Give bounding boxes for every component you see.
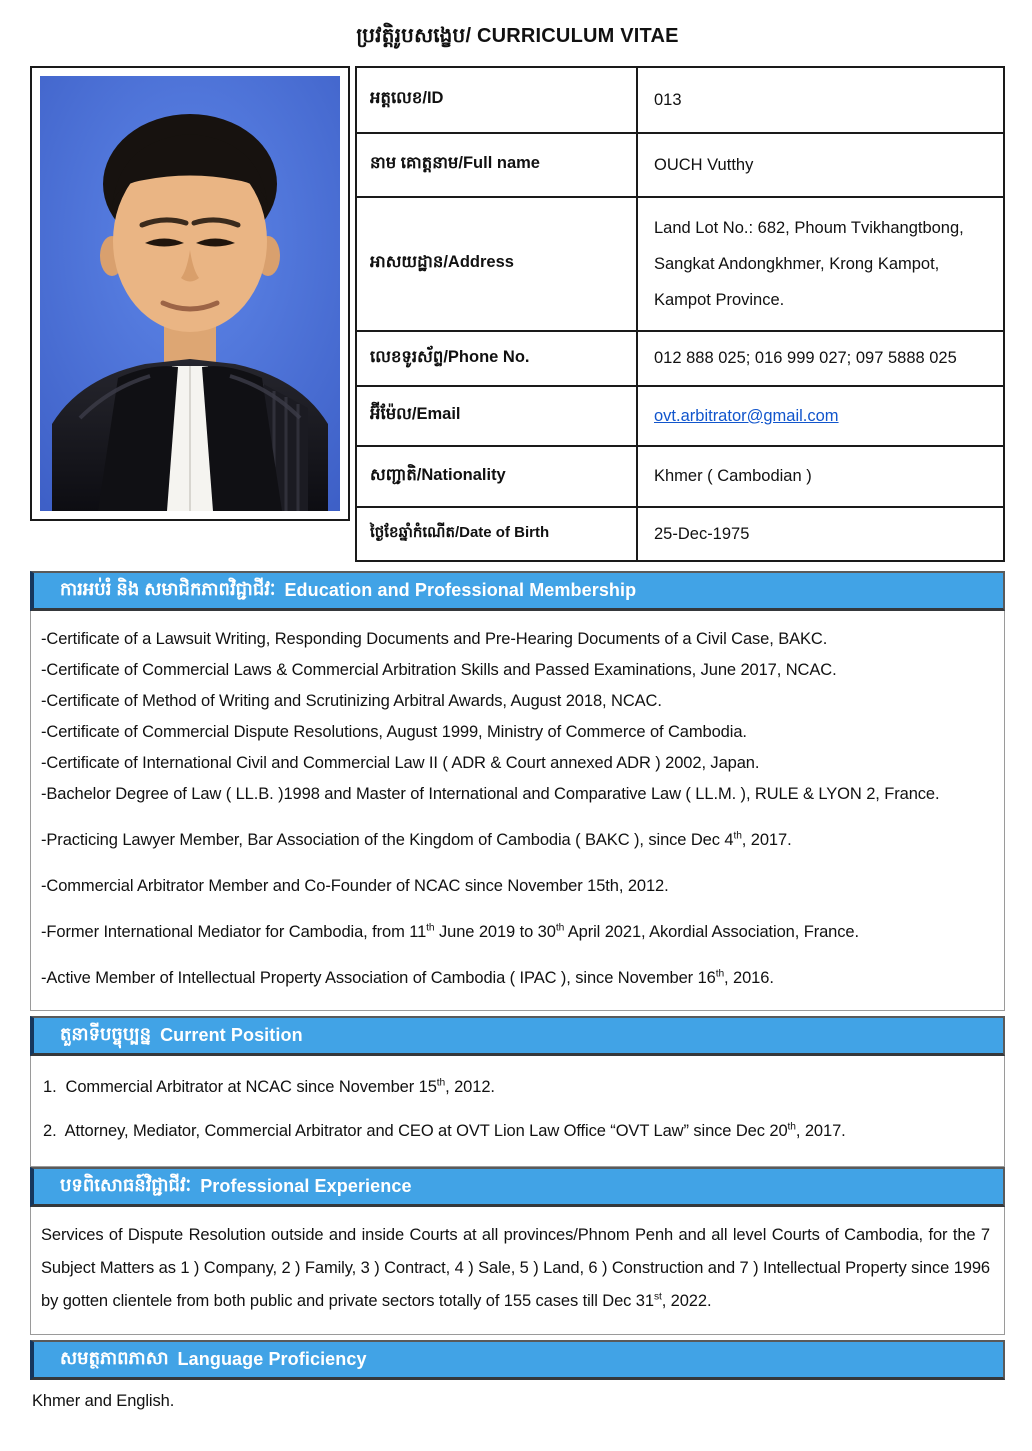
- phone-label: លេខទូរស័ព្ទ/Phone No.: [356, 331, 637, 386]
- nationality-value: Khmer ( Cambodian ): [637, 446, 1004, 507]
- current-position-header-khmer: តួនាទីបច្ចុប្បន្ន: [60, 1024, 152, 1044]
- list-item: -Commercial Arbitrator Member and Co-Founder of NCAC since November 15th, 2012.: [41, 877, 669, 895]
- profile-table: [355, 66, 1005, 562]
- education-list: [30, 611, 1005, 1011]
- full-name-value: OUCH Vutthy: [637, 133, 1004, 197]
- list-item: -Certificate of Method of Writing and Scrutinizing Arbitral Awards, August 2018, NCAC.: [41, 692, 662, 710]
- table-row-email: [356, 386, 1004, 446]
- current-position-section-header: [30, 1016, 1005, 1056]
- language-header-khmer: សមត្ថភាពភាសា: [60, 1348, 169, 1368]
- table-row-phone: [356, 331, 1004, 386]
- education-section-header: [30, 571, 1005, 611]
- language-header-english: Language Proficiency: [177, 1349, 367, 1369]
- list-item: 2. Attorney, Mediator, Commercial Arbitrator and CEO at OVT Lion Law Office “OVT Law” since Dec 20th, 2017.: [43, 1121, 846, 1140]
- profile-header-section: [30, 66, 1005, 562]
- address-value: Land Lot No.: 682, Phoum Tvikhangtbong, Sangkat Andongkhmer, Krong Kampot, Kampot Province.: [637, 197, 1004, 331]
- table-row-address: [356, 197, 1004, 331]
- table-row-nationality: [356, 446, 1004, 507]
- list-item: -Certificate of Commercial Dispute Resolutions, August 1999, Ministry of Commerce of Cambodia.: [41, 723, 747, 741]
- language-section-header: [30, 1340, 1005, 1380]
- table-row-id: [356, 67, 1004, 133]
- id-label: អត្តលេខ/ID: [356, 67, 637, 133]
- list-item: -Certificate of Commercial Laws & Commercial Arbitration Skills and Passed Examinations, June 2017, NCAC.: [41, 661, 837, 679]
- address-label: អាសយដ្ឋាន/Address: [356, 197, 637, 331]
- nationality-label: សញ្ជាតិ/Nationality: [356, 446, 637, 507]
- current-position-list: [30, 1056, 1005, 1167]
- id-value: 013: [637, 67, 1004, 133]
- education-header-khmer: ការអប់រំ និង សមាជិកភាពវិជ្ជាជីវៈ: [60, 579, 276, 599]
- list-item: 1. Commercial Arbitrator at NCAC since November 15th, 2012.: [43, 1077, 495, 1096]
- list-item: -Bachelor Degree of Law ( LL.B. )1998 and Master of International and Comparative Law ( LL.M. ), RULE & LYON 2, France.: [41, 785, 940, 803]
- portrait-photo-frame: [30, 66, 350, 521]
- language-paragraph: Khmer and English.: [32, 1392, 175, 1410]
- list-item: -Certificate of a Lawsuit Writing, Responding Documents and Pre-Hearing Documents of a Civil Case, BAKC.: [41, 630, 828, 648]
- list-item: -Active Member of Intellectual Property Association of Cambodia ( IPAC ), since November 16th, 2016.: [41, 968, 774, 987]
- experience-header-khmer: បទពិសោធន៍វិជ្ជាជីវៈ: [60, 1175, 192, 1195]
- date-of-birth-value: 25-Dec-1975: [637, 507, 1004, 561]
- date-of-birth-label: ថ្ងៃខែឆ្នាំកំណើត/Date of Birth: [356, 507, 637, 561]
- education-header-english: Education and Professional Membership: [284, 580, 637, 600]
- list-item: -Certificate of International Civil and Commercial Law II ( ADR & Court annexed ADR ) 2002, Japan.: [41, 754, 760, 772]
- experience-section-header: [30, 1167, 1005, 1207]
- page-title: ប្រវត្តិរូបសង្ខេប/ CURRICULUM VITAE: [356, 25, 679, 47]
- email-label: អ៊ីម៉ែល/Email: [356, 386, 637, 446]
- experience-content: [30, 1207, 1005, 1335]
- list-item: -Former International Mediator for Cambodia, from 11th June 2019 to 30th April 2021, Akordial Association, France.: [41, 922, 859, 941]
- experience-paragraph: Services of Dispute Resolution outside and inside Courts at all provinces/Phnom Penh and all level Courts of Cambodia, for the 7 Subject Matters as 1 ) Company, 2 ) Family, 3 ) Contract, 4 ) Sale, 5 ) Land, 6 ) Construction and 7 ) Intellectual Property since 1996 by gotten clientele from both public and private sectors totally of 155 cases till Dec 31st, 2022.: [41, 1226, 990, 1310]
- portrait-photo: [40, 76, 340, 511]
- email-link[interactable]: ovt.arbitrator@gmail.com: [654, 406, 839, 425]
- list-item: -Practicing Lawyer Member, Bar Association of the Kingdom of Cambodia ( BAKC ), since Dec 4th, 2017.: [41, 830, 792, 849]
- experience-header-english: Professional Experience: [200, 1176, 412, 1196]
- table-row-full-name: [356, 133, 1004, 197]
- table-row-date-of-birth: [356, 507, 1004, 561]
- current-position-header-english: Current Position: [160, 1025, 303, 1045]
- phone-value: 012 888 025; 016 999 027; 097 5888 025: [637, 331, 1004, 386]
- full-name-label: នាម គោត្តនាម/Full name: [356, 133, 637, 197]
